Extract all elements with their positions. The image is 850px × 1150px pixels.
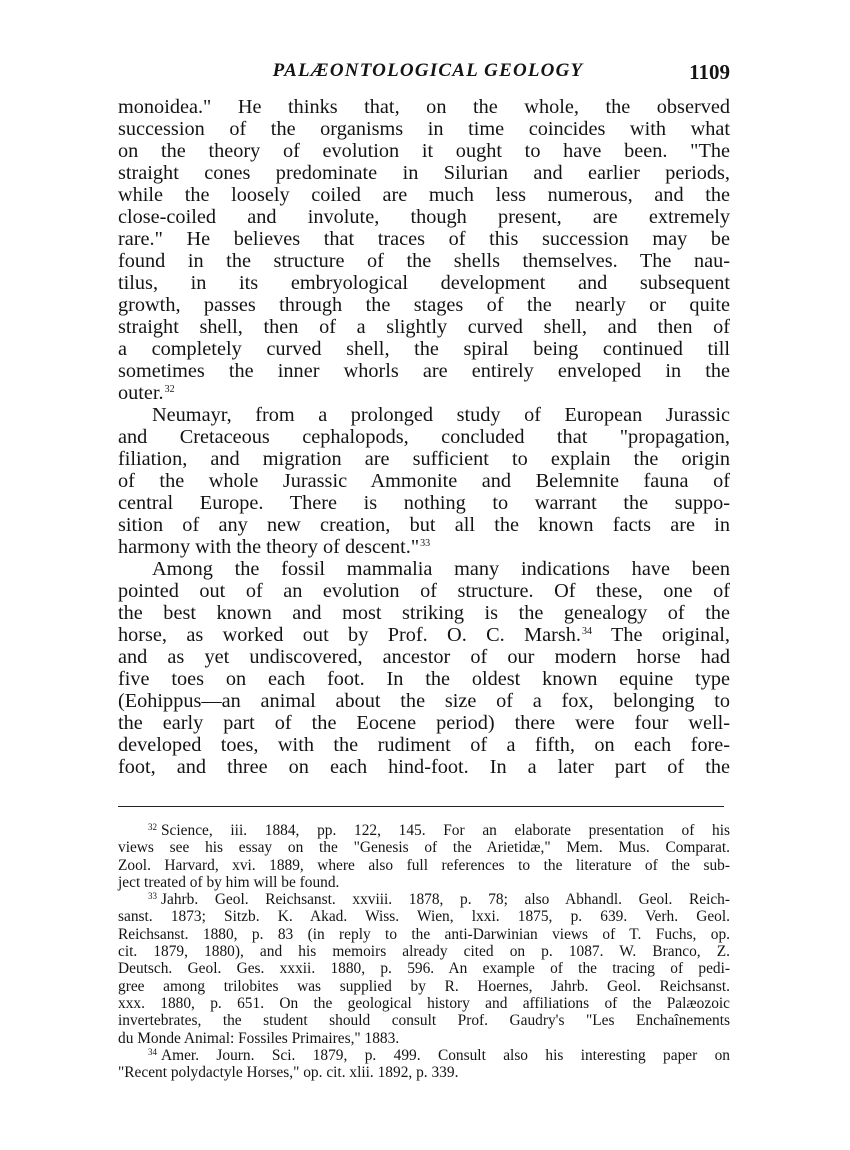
text-line [118,206,730,228]
text-line [118,514,730,536]
line-text: harmony with the theory of descent." [118,536,420,558]
line-text: straight shell, then of a slightly curved shell, and then of [118,316,730,338]
line-text: sometimes the inner whorls are entirely enveloped in the [118,360,730,382]
footnote-rule [118,806,724,807]
text-line [118,492,730,514]
line-text: on the theory of evolution it ought to have been. "The [118,140,730,162]
line-text: while the loosely coiled are much less numerous, and the [118,184,730,206]
footnote-line [118,1047,730,1064]
footnote-text: cit. 1879, 1880), and his memoirs already cited on p. 1087. W. Branco, Z. [118,943,730,961]
line-text: filiation, and migration are sufficient to explain the origin [118,448,730,470]
footnote-ref[interactable]: 34 [581,626,592,637]
footnote-text: ject treated of by him will be found. [118,873,340,891]
text-line [118,184,730,206]
footnote-text: gree among trilobites was supplied by R. Hoernes, Jahrb. Geol. Reichsanst. [118,977,730,995]
text-line [118,250,730,272]
footnote-line [118,1064,730,1081]
text-line [118,272,730,294]
line-text: foot, and three on each hind-foot. In a later part of the [118,756,730,778]
text-line [118,470,730,492]
footnote-line [118,839,730,856]
line-text: pointed out of an evolution of structure. Of these, one of [118,580,730,602]
footnote-text: Zool. Harvard, xvi. 1889, where also full references to the literature of the sub- [118,856,730,874]
running-head [118,60,730,88]
line-text: monoidea." He thinks that, on the whole, the observed [118,96,730,118]
line-text: found in the structure of the shells themselves. The nau- [118,250,730,272]
line-text-cont: The original, [591,624,730,646]
line-text: straight cones predominate in Silurian and earlier periods, [118,162,730,184]
footnote-text: Reichsanst. 1880, p. 83 (in reply to the anti-Darwinian views of T. Fuchs, op. [118,925,730,943]
text-line [118,602,730,624]
text-line [118,404,730,426]
main-text [118,96,730,778]
footnote-text: xxx. 1880, p. 651. On the geological history and affiliations of the Palæozoic [118,994,730,1012]
footnote-line [118,995,730,1012]
line-text: the best known and most striking is the genealogy of the [118,602,730,624]
footnote-text: "Recent polydactyle Horses," op. cit. xlii. 1892, p. 339. [118,1064,459,1082]
line-text: rare." He believes that traces of this succession may be [118,228,730,250]
footnote-text: Amer. Journ. Sci. 1879, p. 499. Consult also his interesting paper on [161,1046,730,1064]
text-line [118,668,730,690]
footnote-line [118,822,730,839]
footnote-number: 32 [148,822,157,832]
text-line [118,536,730,558]
footnote-line [118,943,730,960]
line-text: and as yet undiscovered, ancestor of our modern horse had [118,646,730,668]
text-line [118,96,730,118]
line-text: growth, passes through the stages of the nearly or quite [118,294,730,316]
text-line [118,734,730,756]
text-line [118,316,730,338]
text-line [118,228,730,250]
footnote-line [118,960,730,977]
footnote-line [118,857,730,874]
running-title: PALÆONTOLOGICAL GEOLOGY [272,60,584,81]
text-line [118,690,730,712]
page-number: 1109 [689,60,730,84]
text-line [118,426,730,448]
footnotes [118,822,730,1081]
line-text: horse, as worked out by Prof. O. C. Marsh. [118,624,581,646]
text-line [118,448,730,470]
footnote-line [118,978,730,995]
line-text: tilus, in its embryological development and subsequent [118,272,730,294]
footnote-ref[interactable]: 32 [164,384,175,395]
line-text: outer. [118,382,164,404]
line-text: the early part of the Eocene period) there were four well- [118,712,730,734]
line-text: developed toes, with the rudiment of a fifth, on each fore- [118,734,730,756]
line-text: succession of the organisms in time coincides with what [118,118,730,140]
footnote-line [118,926,730,943]
line-text: five toes on each foot. In the oldest known equine type [118,668,730,690]
footnote-ref[interactable]: 33 [420,538,431,549]
line-text: (Eohippus—an animal about the size of a fox, belonging to [118,690,730,712]
text-line [118,118,730,140]
line-text: sition of any new creation, but all the known facts are in [118,514,730,536]
footnote-line [118,1012,730,1029]
line-text: Among the fossil mammalia many indications have been [152,558,730,580]
footnote-text: sanst. 1873; Sitzb. K. Akad. Wiss. Wien, lxxi. 1875, p. 639. Verh. Geol. [118,908,730,926]
footnote-line [118,891,730,908]
text-line [118,712,730,734]
text-line [118,558,730,580]
text-line [118,338,730,360]
footnote-text: du Monde Animal: Fossiles Primaires," 1883. [118,1029,400,1047]
text-line [118,140,730,162]
footnote-line [118,874,730,891]
footnote-number: 33 [148,891,157,902]
footnote-line [118,1030,730,1047]
footnote-line [118,908,730,925]
text-line [118,624,730,646]
footnote-text: Science, iii. 1884, pp. 122, 145. For an elaborate presentation of his [161,822,730,839]
line-text: and Cretaceous cephalopods, concluded that "propagation, [118,426,730,448]
text-line [118,162,730,184]
line-text: central Europe. There is nothing to warrant the suppo- [118,492,730,514]
footnote-number: 34 [148,1046,157,1057]
text-line [118,382,730,404]
text-line [118,360,730,382]
text-line [118,580,730,602]
footnote-text: invertebrates, the student should consult Prof. Gaudry's "Les Enchaînements [118,1012,730,1030]
text-line [118,756,730,778]
footnote-text: views see his essay on the "Genesis of the Arietidæ," Mem. Mus. Comparat. [118,839,730,857]
line-text: close-coiled and involute, though present, are extremely [118,206,730,228]
line-text: Neumayr, from a prolonged study of European Jurassic [152,404,730,426]
line-text: of the whole Jurassic Ammonite and Belemnite fauna of [118,470,730,492]
footnote-text: Deutsch. Geol. Ges. xxxii. 1880, p. 596. An example of the tracing of pedi- [118,960,730,978]
text-line [118,646,730,668]
text-line [118,294,730,316]
line-text: a completely curved shell, the spiral being continued till [118,338,730,360]
footnote-text: Jahrb. Geol. Reichsanst. xxviii. 1878, p. 78; also Abhandl. Geol. Reich- [161,891,730,909]
